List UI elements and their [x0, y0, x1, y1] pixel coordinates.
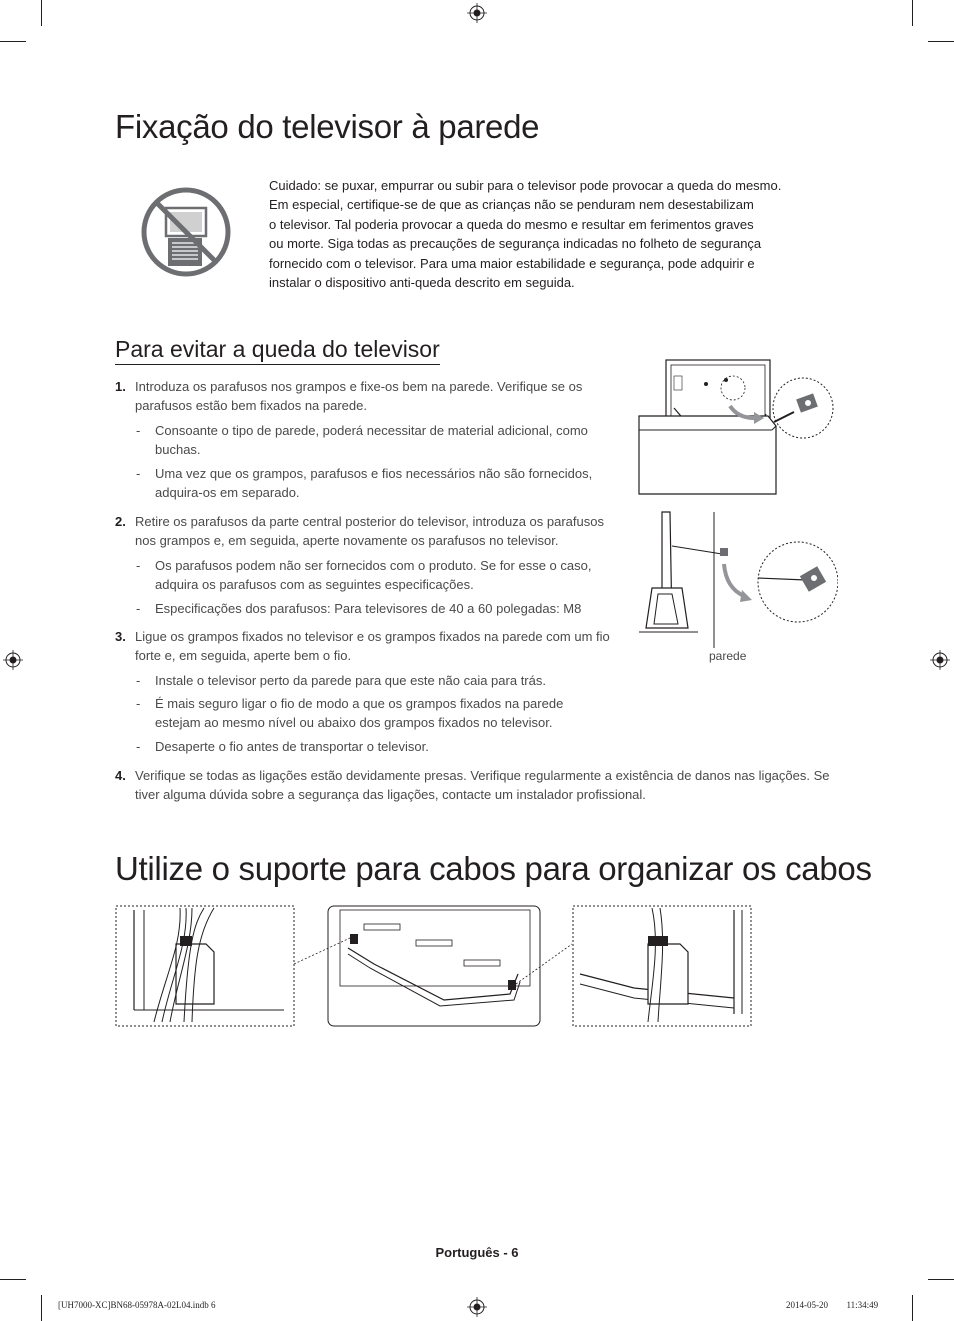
- step-number: 4.: [115, 768, 126, 783]
- file-slug: [UH7000-XC]BN68-05978A-02L04.indb 6: [58, 1300, 216, 1310]
- registration-mark-icon: [467, 3, 487, 23]
- caution-text: [269, 176, 829, 292]
- note-line: Instale o televisor perto da parede para que este não caia para trás.: [155, 673, 546, 688]
- step-line: parafusos estão bem fixados na parede.: [135, 398, 367, 414]
- crop-mark: [0, 41, 26, 42]
- note-dash: -: [136, 558, 141, 573]
- page-title: Fixação do televisor à parede: [115, 108, 540, 145]
- cable-holder-illustration: [114, 904, 754, 1030]
- caution-line: Cuidado: se puxar, empurrar ou subir para o televisor pode provocar a queda do mesmo.: [269, 178, 782, 193]
- note-line: É mais seguro ligar o fio de modo a que os grampos fixados na parede: [155, 696, 564, 711]
- section-title: Utilize o suporte para cabos para organizar os cabos: [115, 850, 872, 887]
- figure-caption: parede: [709, 649, 747, 663]
- note-dash: -: [136, 739, 141, 754]
- crop-mark: [0, 1279, 26, 1280]
- note-line: adquira-os em separado.: [155, 485, 300, 501]
- page-number: Português - 6: [435, 1245, 519, 1260]
- caution-line: Em especial, certifique-se de que as crianças não se penduram nem desestabilizam: [269, 197, 754, 213]
- caution-line: ou morte. Siga todas as precauções de segurança indicadas no folheto de segurança: [269, 236, 762, 252]
- step-line: Retire os parafusos da parte central posterior do televisor, introduza os parafusos: [135, 514, 604, 529]
- registration-mark-icon: [3, 650, 23, 670]
- note-line: adquira os parafusos com as seguintes especificações.: [155, 577, 474, 593]
- step-line: Introduza os parafusos nos grampos e fixe-os bem na parede. Verifique se os: [135, 379, 583, 394]
- step-line: forte e, em seguida, aperte bem o fio.: [135, 648, 352, 664]
- crop-mark: [928, 1279, 954, 1280]
- crop-mark: [912, 1295, 913, 1321]
- note-line: Os parafusos podem não ser fornecidos com o produto. Se for esse o caso,: [155, 558, 592, 573]
- tv-clamp-illustration: [638, 356, 838, 496]
- registration-mark-icon: [467, 1297, 487, 1317]
- caution-line: o televisor. Tal poderia provocar a queda do mesmo e resultar em ferimentos graves: [269, 216, 754, 232]
- crop-mark: [928, 41, 954, 42]
- step-number: 1.: [115, 379, 126, 394]
- note-dash: -: [136, 423, 141, 438]
- step-number: 2.: [115, 514, 126, 529]
- note-dash: -: [136, 673, 141, 688]
- caution-line: fornecido com o televisor. Para uma maior estabilidade e segurança, pode adquirir e: [269, 255, 755, 271]
- crop-mark: [41, 0, 42, 26]
- note-line: buchas.: [155, 442, 201, 458]
- note-line: Consoante o tipo de parede, poderá necessitar de material adicional, como: [155, 423, 588, 438]
- wall-cable-illustration: [638, 508, 838, 648]
- caution-line: instalar o dispositivo anti-queda descrito em seguida.: [269, 275, 575, 291]
- step-line: Ligue os grampos fixados no televisor e os grampos fixados na parede com um fio: [135, 629, 610, 644]
- note-line: estejam ao mesmo nível ou abaixo dos grampos fixados no televisor.: [155, 715, 553, 731]
- note-line: Uma vez que os grampos, parafusos e fios necessários não são fornecidos,: [155, 466, 593, 481]
- step-number: 3.: [115, 629, 126, 644]
- step-line: nos grampos e, em seguida, aperte novamente os parafusos no televisor.: [135, 533, 559, 549]
- step-line: tiver alguma dúvida sobre a segurança das ligações, contacte um instalador profissional.: [135, 787, 646, 803]
- registration-mark-icon: [930, 650, 950, 670]
- note-dash: -: [136, 466, 141, 481]
- note-dash: -: [136, 696, 141, 711]
- note-dash: -: [136, 601, 141, 616]
- section-subtitle: Para evitar a queda do televisor: [115, 336, 440, 365]
- step-line: Verifique se todas as ligações estão devidamente presas. Verifique regularmente a existência de danos nas ligações. Se: [135, 768, 830, 783]
- note-line: Especificações dos parafusos: Para televisores de 40 a 60 polegadas: M8: [155, 601, 582, 616]
- date-slug: 2014-05-20 ￿￿ 11:34:49: [786, 1300, 879, 1310]
- crop-mark: [912, 0, 913, 26]
- no-climbing-icon: [140, 186, 232, 278]
- crop-mark: [41, 1295, 42, 1321]
- note-line: Desaperte o fio antes de transportar o televisor.: [155, 739, 429, 754]
